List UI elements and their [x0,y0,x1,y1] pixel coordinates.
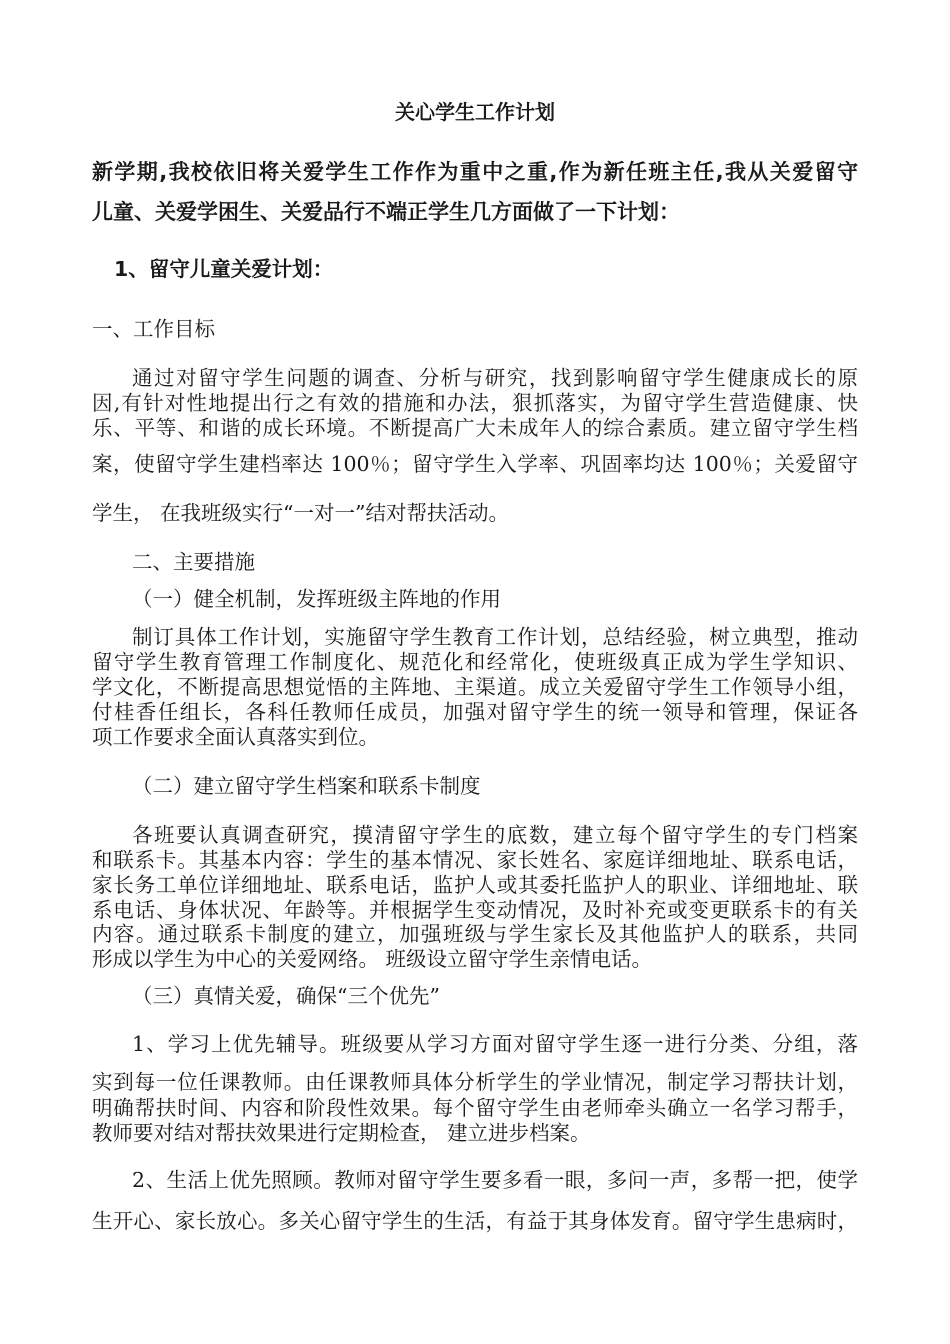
item1-line-1: 1、学习上优先辅导。班级要从学习方面对留守学生逐一进行分类、分组，落 [132,1032,858,1056]
sub1-line-3: 学文化，不断提高思想觉悟的主阵地、主渠道。成立关爱留守学生工作领导小组， [92,675,858,699]
item1-line-3: 明确帮扶时间、内容和阶段性效果。每个留守学生由老师牵头确立一名学习帮手， [92,1096,858,1120]
intro-line-1: 新学期,我校依旧将关爱学生工作作为重中之重,作为新任班主任,我从关爱留守 [92,160,858,184]
sub2-line-5: 内容。通过联系卡制度的建立，加强班级与学生家长及其他监护人的联系，共同 [92,922,858,946]
intro-line-2: 儿童、关爱学困生、关爱品行不端正学生几方面做了一下计划： [92,200,680,224]
sub1-line-2: 留守学生教育管理工作制度化、规范化和经常化，使班级真正成为学生学知识、 [92,650,858,674]
item1-line-4: 教师要对结对帮扶效果进行定期检查， 建立进步档案。 [92,1121,591,1145]
item2-line-2: 生开心、家长放心。多关心留守学生的生活，有益于其身体发育。留守学生患病时， [92,1209,858,1233]
section-heading-1: 1、留守儿童关爱计划： [114,257,334,281]
sub2-line-1: 各班要认真调查研究，摸清留守学生的底数，建立每个留守学生的专门档案 [132,823,858,847]
sub3-heading: （三）真情关爱，确保“三个优先” [132,984,440,1008]
item2-line-1: 2、生活上优先照顾。教师对留守学生要多看一眼，多问一声，多帮一把，使学 [132,1168,858,1192]
sub2-line-3: 家长务工单位详细地址、联系电话，监护人或其委托监护人的职业、详细地址、联 [92,873,858,897]
goal-line-4: 案，使留守学生建档率达 100％；留守学生入学率、巩固率均达 100％；关爱留守 [92,452,858,476]
sub1-line-4: 付桂香任组长，各科任教师任成员，加强对留守学生的统一领导和管理，保证各 [92,700,858,724]
sub1-line-5: 项工作要求全面认真落实到位。 [92,725,379,749]
measures-heading: 二、主要措施 [132,550,255,574]
item1-line-2: 实到每一位任课教师。由任课教师具体分析学生的学业情况，制定学习帮扶计划， [92,1070,858,1094]
goal-line-2: 因,有针对性地提出行之有效的措施和办法，狠抓落实，为留守学生营造健康、快 [92,391,858,415]
goal-line-5: 学生， 在我班级实行“一对一”结对帮扶活动。 [92,501,509,525]
goal-line-1: 通过对留守学生问题的调查、分析与研究，找到影响留守学生健康成长的原 [132,366,858,390]
sub2-line-4: 系电话、身体状况、年龄等。并根据学生变动情况，及时补充或变更联系卡的有关 [92,898,858,922]
sub2-line-6: 形成以学生为中心的关爱网络。 班级设立留守学生亲情电话。 [92,947,653,971]
goal-heading: 一、工作目标 [92,317,215,341]
document-title: 关心学生工作计划 [395,100,555,124]
sub1-line-1: 制订具体工作计划，实施留守学生教育工作计划，总结经验，树立典型，推动 [132,625,858,649]
sub2-heading: （二）建立留守学生档案和联系卡制度 [132,774,481,798]
sub2-line-2: 和联系卡。其基本内容：学生的基本情况、家长姓名、家庭详细地址、联系电话， [92,848,858,872]
goal-line-3: 乐、平等、和谐的成长环境。不断提高广大未成年人的综合素质。建立留守学生档 [92,416,858,440]
sub1-heading: （一）健全机制，发挥班级主阵地的作用 [132,587,501,611]
